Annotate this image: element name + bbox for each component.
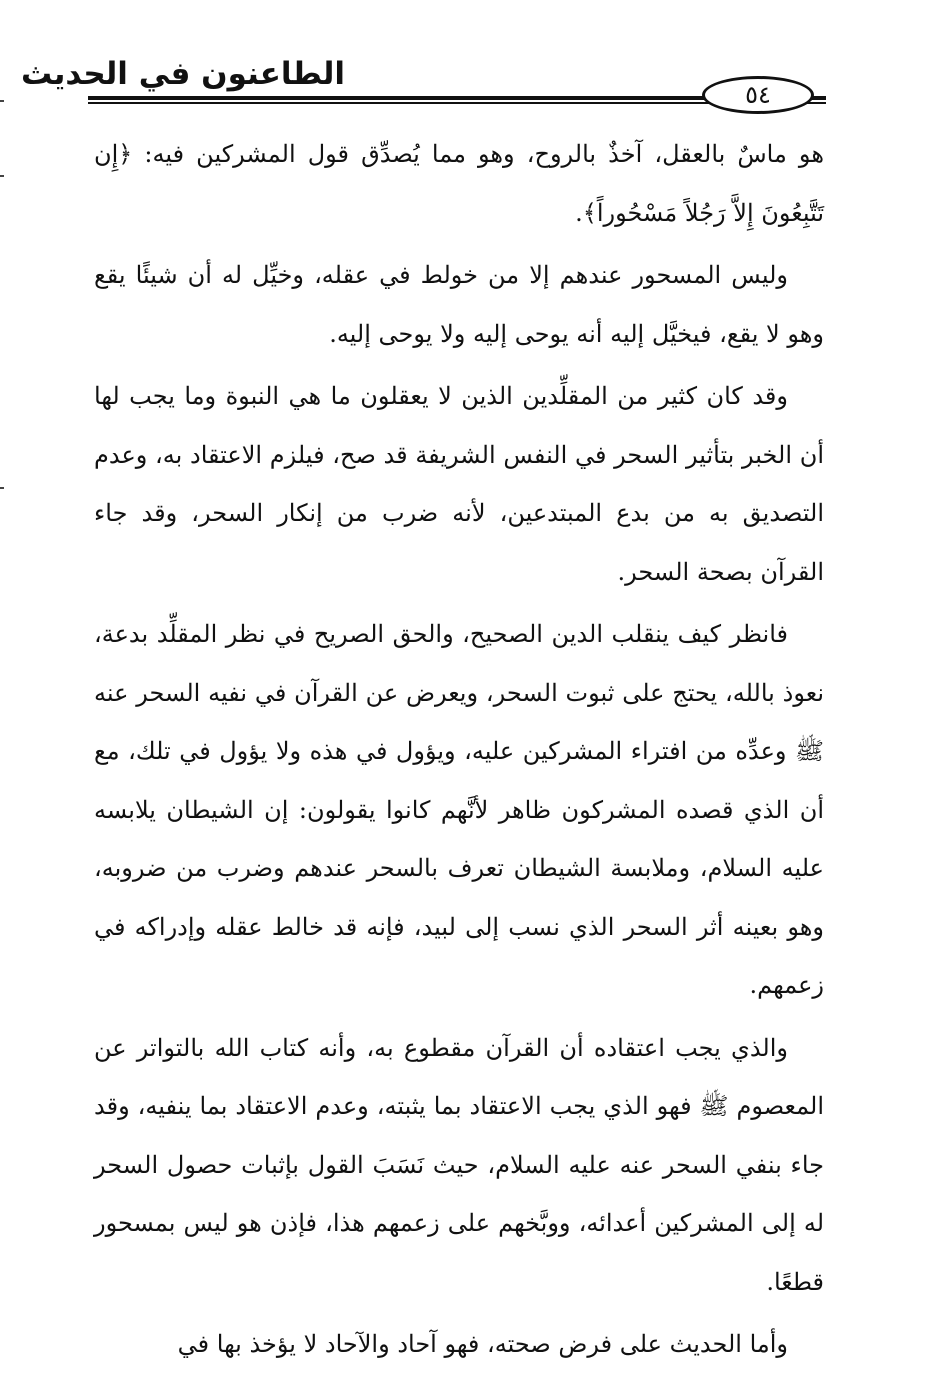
body-text <box>94 125 824 1378</box>
paragraph-6: وأما الحديث على فرض صحته، فهو آحاد والآحاد لا يؤخذ بها في <box>177 1330 788 1358</box>
paragraph-5: والذي يجب اعتقاده أن القرآن مقطوع به، وأنه كتاب الله بالتواتر عن المعصوم ﷺ فهو الذي يجب الاعتقاد بما يثبته، وعدم الاعتقاد بما ينفيه، وقد جاء بنفي السحر عنه عليه السلام، حيث نَسَبَ القول بإثبات حصول السحر له إلى المشركين أعدائه، ووبَّخهم على زعمهم هذا، فإذن هو ليس بمسحور قطعًا. <box>94 1033 825 1296</box>
running-title: الطاعنون في الحديث <box>20 56 345 92</box>
paragraph-1: هو ماسٌ بالعقل، آخذٌ بالروح، وهو مما يُصدِّق قول المشركين فيه: ﴿إِن تَتَّبِعُونَ إِلاَّ رَجُلاً مَسْحُوراً﴾. <box>94 140 824 227</box>
margin-mark <box>0 175 4 177</box>
paragraph-2: وليس المسحور عندهم إلا من خولط في عقله، وخيِّل له أن شيئًا يقع وهو لا يقع، فيخيَّل إليه أنه يوحى إليه ولا يوحى إليه. <box>94 261 824 348</box>
paragraph-4: فانظر كيف ينقلب الدين الصحيح، والحق الصريح في نظر المقلِّد بدعة، نعوذ بالله، يحتج على ثبوت السحر، ويعرض عن القرآن في نفيه السحر عنه ﷺ وعدِّه من افتراء المشركين عليه، ويؤول في هذه ولا يؤول في تلك، مع أن الذي قصده المشركون ظاهر لأنَّهم كانوا يقولون: إن الشيطان يلابسه عليه السلام، وملابسة الشيطان تعرف بالسحر عندهم وضرب من ضروبه، وهو بعينه أثر السحر الذي نسب إلى لبيد، فإنه قد خالط عقله وإدراكه في زعمهم. <box>94 620 824 999</box>
page-number: ٥٤ <box>702 76 814 114</box>
margin-mark <box>0 100 4 102</box>
paragraph-3: وقد كان كثير من المقلِّدين الذين لا يعقلون ما هي النبوة وما يجب لها أن الخبر بتأثير السحر في النفس الشريفة قد صح، فيلزم الاعتقاد به، وعدم التصديق به من بدع المبتدعين، لأنه ضرب من إنكار السحر، وقد جاء القرآن بصحة السحر. <box>94 382 824 586</box>
margin-mark <box>0 487 4 489</box>
